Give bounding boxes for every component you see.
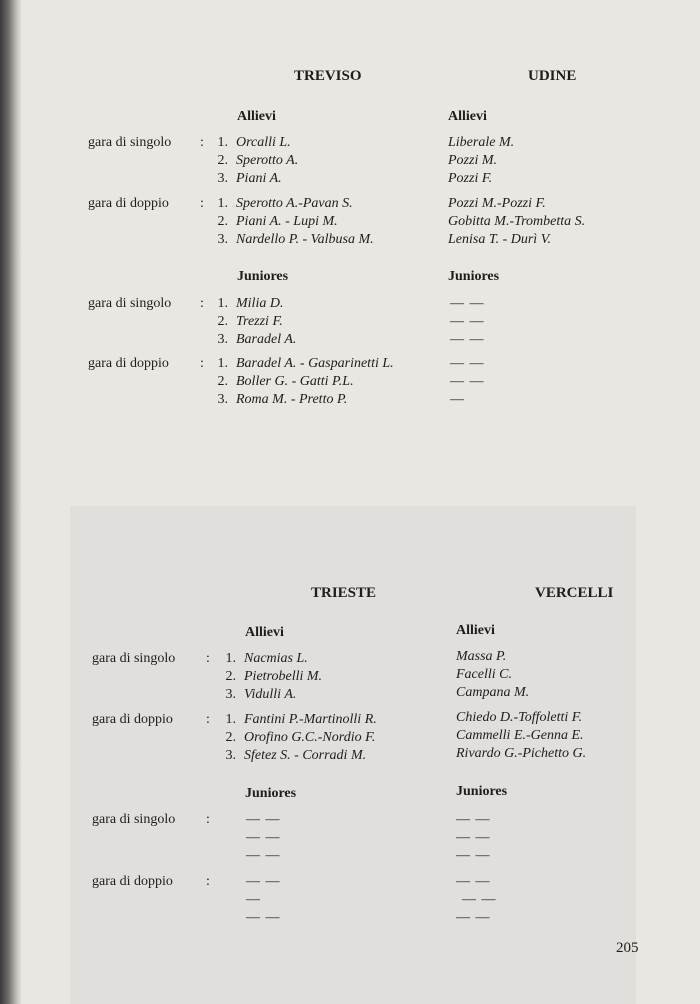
athlete-name: Piani A. <box>236 171 282 186</box>
empty-dash: — — <box>246 910 281 925</box>
empty-dash: — — <box>456 910 491 925</box>
city-heading-vercelli: VERCELLI <box>535 585 614 601</box>
athlete-pair: Pozzi M.-Pozzi F. <box>448 196 546 211</box>
allievi-heading-udine: Allievi <box>448 109 487 124</box>
event-label-singles: gara di singolo <box>88 135 172 150</box>
rank-number: 1. <box>225 712 236 727</box>
athlete-name: Milia D. <box>236 296 284 311</box>
empty-dash: — — <box>246 848 281 863</box>
rank-number: 1. <box>217 356 228 371</box>
athlete-name: Trezzi F. <box>236 314 283 329</box>
athlete-name: Pozzi F. <box>448 171 493 186</box>
athlete-pair: Piani A. - Lupi M. <box>236 214 338 229</box>
rank-number: 1. <box>217 196 228 211</box>
empty-dash: — — <box>462 892 497 907</box>
athlete-pair: Orofino G.C.-Nordio F. <box>244 730 376 745</box>
athlete-name: Massa P. <box>456 649 507 664</box>
colon: : <box>200 196 204 211</box>
colon: : <box>200 356 204 371</box>
athlete-pair: Lenisa T. - Durì V. <box>448 232 551 247</box>
athlete-name: Vidulli A. <box>244 687 297 702</box>
city-heading-treviso: TREVISO <box>294 68 362 84</box>
athlete-pair: Fantini P.-Martinolli R. <box>244 712 377 727</box>
empty-dash: — — <box>450 332 485 347</box>
athlete-name: Liberale M. <box>448 135 515 150</box>
empty-dash: — — <box>450 314 485 329</box>
athlete-name: Pozzi M. <box>448 153 497 168</box>
book-gutter-shadow <box>0 0 22 1004</box>
event-label-doubles: gara di doppio <box>88 356 169 371</box>
empty-dash: — — <box>450 374 485 389</box>
colon: : <box>206 812 210 827</box>
athlete-pair: Sfetez S. - Corradi M. <box>244 748 367 763</box>
colon: : <box>206 874 210 889</box>
athlete-name: Pietrobelli M. <box>244 669 323 684</box>
juniores-heading-trieste: Juniores <box>245 786 297 801</box>
event-label-doubles: gara di doppio <box>92 712 173 727</box>
rank-number: 2. <box>225 730 236 745</box>
rank-number: 3. <box>217 332 228 347</box>
event-label-singles: gara di singolo <box>92 651 176 666</box>
event-label-doubles: gara di doppio <box>92 874 173 889</box>
athlete-pair: Gobitta M.-Trombetta S. <box>448 214 586 229</box>
athlete-pair: Chiedo D.-Toffoletti F. <box>456 710 583 725</box>
event-label-singles: gara di singolo <box>92 812 176 827</box>
rank-number: 3. <box>225 687 236 702</box>
rank-number: 3. <box>217 232 228 247</box>
rank-number: 3. <box>217 392 228 407</box>
empty-dash: — <box>450 392 465 407</box>
athlete-pair: Sperotto A.-Pavan S. <box>236 196 353 211</box>
athlete-name: Campana M. <box>456 685 530 700</box>
juniores-heading-udine: Juniores <box>448 269 500 284</box>
colon: : <box>200 135 204 150</box>
athlete-pair: Cammelli E.-Genna E. <box>456 728 584 743</box>
rank-number: 1. <box>217 296 228 311</box>
empty-dash: — — <box>246 812 281 827</box>
rank-number: 1. <box>217 135 228 150</box>
rank-number: 2. <box>217 153 228 168</box>
athlete-name: Sperotto A. <box>236 153 299 168</box>
rank-number: 1. <box>225 651 236 666</box>
athlete-name: Orcalli L. <box>236 135 291 150</box>
juniores-heading-treviso: Juniores <box>237 269 289 284</box>
empty-dash: — <box>246 892 261 907</box>
rank-number: 3. <box>225 748 236 763</box>
empty-dash: — — <box>450 296 485 311</box>
athlete-pair: Baradel A. - Gasparinetti L. <box>236 356 394 371</box>
rank-number: 2. <box>217 374 228 389</box>
page-number: 205 <box>616 940 639 956</box>
empty-dash: — — <box>456 848 491 863</box>
allievi-heading-treviso: Allievi <box>237 109 276 124</box>
athlete-pair: Nardello P. - Valbusa M. <box>236 232 374 247</box>
colon: : <box>206 651 210 666</box>
allievi-heading-trieste: Allievi <box>245 625 284 640</box>
rank-number: 2. <box>225 669 236 684</box>
empty-dash: — — <box>450 356 485 371</box>
colon: : <box>206 712 210 727</box>
allievi-heading-vercelli: Allievi <box>456 623 495 638</box>
athlete-name: Baradel A. <box>236 332 297 347</box>
empty-dash: — — <box>456 830 491 845</box>
empty-dash: — — <box>456 812 491 827</box>
colon: : <box>200 296 204 311</box>
event-label-singles: gara di singolo <box>88 296 172 311</box>
event-label-doubles: gara di doppio <box>88 196 169 211</box>
city-heading-udine: UDINE <box>528 68 577 84</box>
athlete-pair: Rivardo G.-Pichetto G. <box>456 746 587 761</box>
athlete-name: Facelli C. <box>456 667 512 682</box>
juniores-heading-vercelli: Juniores <box>456 784 508 799</box>
rank-number: 2. <box>217 314 228 329</box>
rank-number: 2. <box>217 214 228 229</box>
rank-number: 3. <box>217 171 228 186</box>
empty-dash: — — <box>246 874 281 889</box>
empty-dash: — — <box>246 830 281 845</box>
empty-dash: — — <box>456 874 491 889</box>
athlete-pair: Roma M. - Pretto P. <box>236 392 348 407</box>
athlete-name: Nacmias L. <box>244 651 308 666</box>
city-heading-trieste: TRIESTE <box>311 585 377 601</box>
athlete-pair: Boller G. - Gatti P.L. <box>236 374 354 389</box>
